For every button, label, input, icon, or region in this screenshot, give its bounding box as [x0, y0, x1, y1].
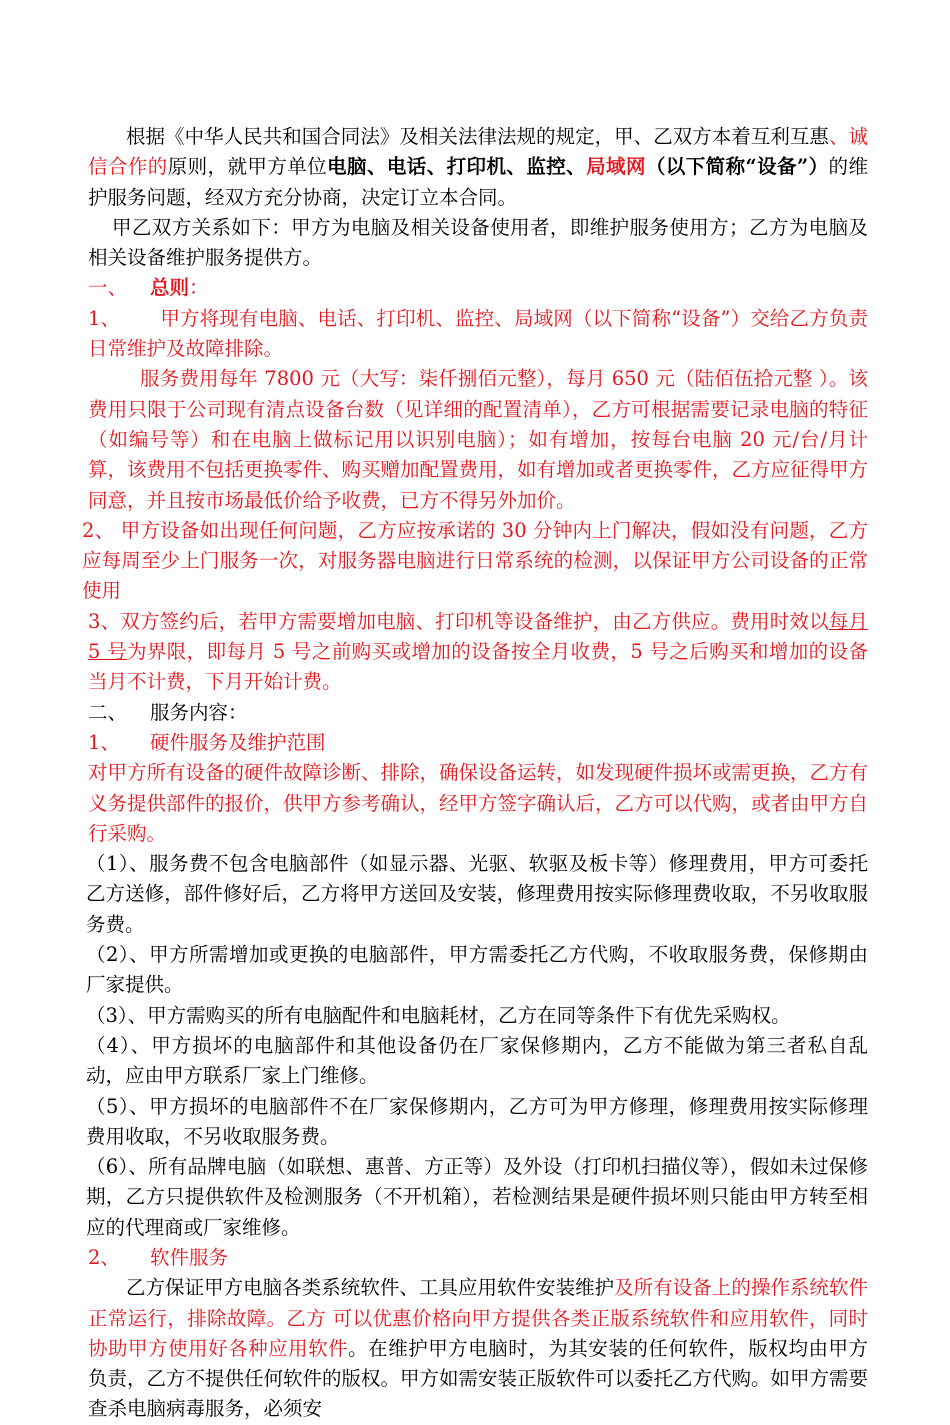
billing-cutoff: 每月 5 号: [88, 609, 868, 664]
intro-lan: 局域网: [586, 155, 646, 179]
section1-item1: 1、 甲方将现有电脑、电话、打印机、监控、局域网（以下简称“设备”）交给乙方负责日常维护及故障排除。: [88, 306, 868, 361]
section1-number: 一、: [88, 276, 128, 300]
software-service-paragraph: 乙方保证甲方电脑各类系统软件、工具应用软件安装维护及所有设备上的操作系统软件正常运行，排除故障。乙方 可以优惠价格向甲方提供各类正版系统软件和应用软件，同时协助甲方使用好各种应用软件。在维护甲方电脑时，为其安装的任何软件，版权均由甲方负责，乙方不提供任何软件的版权。甲方如需安装正版软件可以委托乙方代购。如甲方需要查杀电脑病毒服务，必须安: [88, 1276, 869, 1421]
section2-title: 服务内容：: [150, 700, 248, 724]
hardware-service-title: 硬件服务及维护范围: [150, 730, 326, 754]
list-item: （3）、甲方需购买的所有电脑配件和电脑耗材，乙方在同等条件下有优先采购权。: [86, 1003, 791, 1027]
intro-abbrev: （以下简称“设备”）: [645, 155, 829, 179]
intro-paragraph: [88, 122, 868, 213]
section1-title: 总则: [150, 276, 190, 300]
section2-sub1-heading: 1、 硬件服务及维护范围: [88, 728, 868, 758]
intro-text-a: 根据《中华人民共和国合同法》及相关法律法规的规定，甲、乙双方本着互利互惠: [126, 125, 829, 148]
list-item: （5）、甲方损坏的电脑部件不在厂家保修期内，乙方可为甲方修理，修理费用按实际修理费用收取，不另收取服务费。: [86, 1094, 868, 1148]
section1-heading: 一、 总则：: [88, 273, 868, 303]
intro-text-g: 的维护服务问题，经双方充分协商，决定订立本合同。: [88, 155, 868, 209]
hardware-items-list: [88, 849, 868, 1243]
section1-item3: 3、双方签约后，若甲方需要增加电脑、打印机等设备维护，由乙方供应。费用时效以每月 5 号为界限，即每月 5 号之前购买或增加的设备按全月收费，5 号之后购买和增加的设备当月不计费，下月开始计费。: [88, 609, 868, 694]
section1-item2: 2、 甲方设备如出现任何问题，乙方应按承诺的 30 分钟内上门解决，假如没有问题，乙方应每周至少上门服务一次，对服务器电脑进行日常系统的检测，以保证甲方公司设备的正常使用: [82, 518, 868, 603]
intro-devices: 电脑、电话、打印机、监控、: [327, 155, 587, 179]
hardware-service-description: 对甲方所有设备的硬件故障诊断、排除，确保设备运转，如发现硬件损坏或需更换，乙方有义务提供部件的报价，供甲方参考确认，经甲方签字确认后，乙方可以代购，或者由甲方自行采购。: [88, 761, 869, 845]
intro-text-b: 、诚信合作的: [88, 125, 868, 179]
relationship-paragraph: 甲乙双方关系如下：甲方为电脑及相关设备使用者，即维护服务使用方；乙方为电脑及相关设备维护服务提供方。: [88, 215, 868, 270]
section2-number: 二、: [88, 700, 128, 724]
list-item: （2）、甲方所需增加或更换的电脑部件，甲方需委托乙方代购，不收取服务费，保修期由厂家提供。: [86, 943, 868, 997]
software-service-title: 软件服务: [150, 1245, 229, 1269]
section2-heading: [88, 698, 868, 728]
list-item: （6）、所有品牌电脑（如联想、惠普、方正等）及外设（打印机扫描仪等），假如未过保修期，乙方只提供软件及检测服务（不开机箱），若检测结果是硬件损坏则只能由甲方转至相应的代理商或厂家维修。: [86, 1155, 868, 1239]
intro-text-c: 原则，就甲方单位: [167, 155, 328, 179]
list-item: （4）、甲方损坏的电脑部件和其他设备仍在厂家保修期内，乙方不能做为第三者私自乱动，应由甲方联系厂家上门维修。: [86, 1033, 868, 1088]
service-fee-paragraph: 服务费用每年 7800 元（大写：柒仟捌佰元整），每月 650 元（陆佰伍拾元整 ）。该费用只限于公司现有清点设备台数（见详细的配置清单），乙方可根据需要记录电脑的特征（如编号等）和在电脑上做标记用以识别电脑）；如有增加，按每台电脑 20 元/台/月计算，该费用不包括更换零件、购买赠加配置费用，如有增加或者更换零件，乙方应征得甲方同意，并且按市场最低价给予收费，已方不得另外加价。: [88, 367, 869, 512]
section2-sub2-heading: 2、 软件服务: [88, 1243, 868, 1273]
list-item: （1）、服务费不包含电脑部件（如显示器、光驱、软驱及板卡等）修理费用，甲方可委托乙方送修，部件修好后，乙方将甲方送回及安装，修理费用按实际修理费收取，不另收取服务费。: [86, 852, 868, 936]
